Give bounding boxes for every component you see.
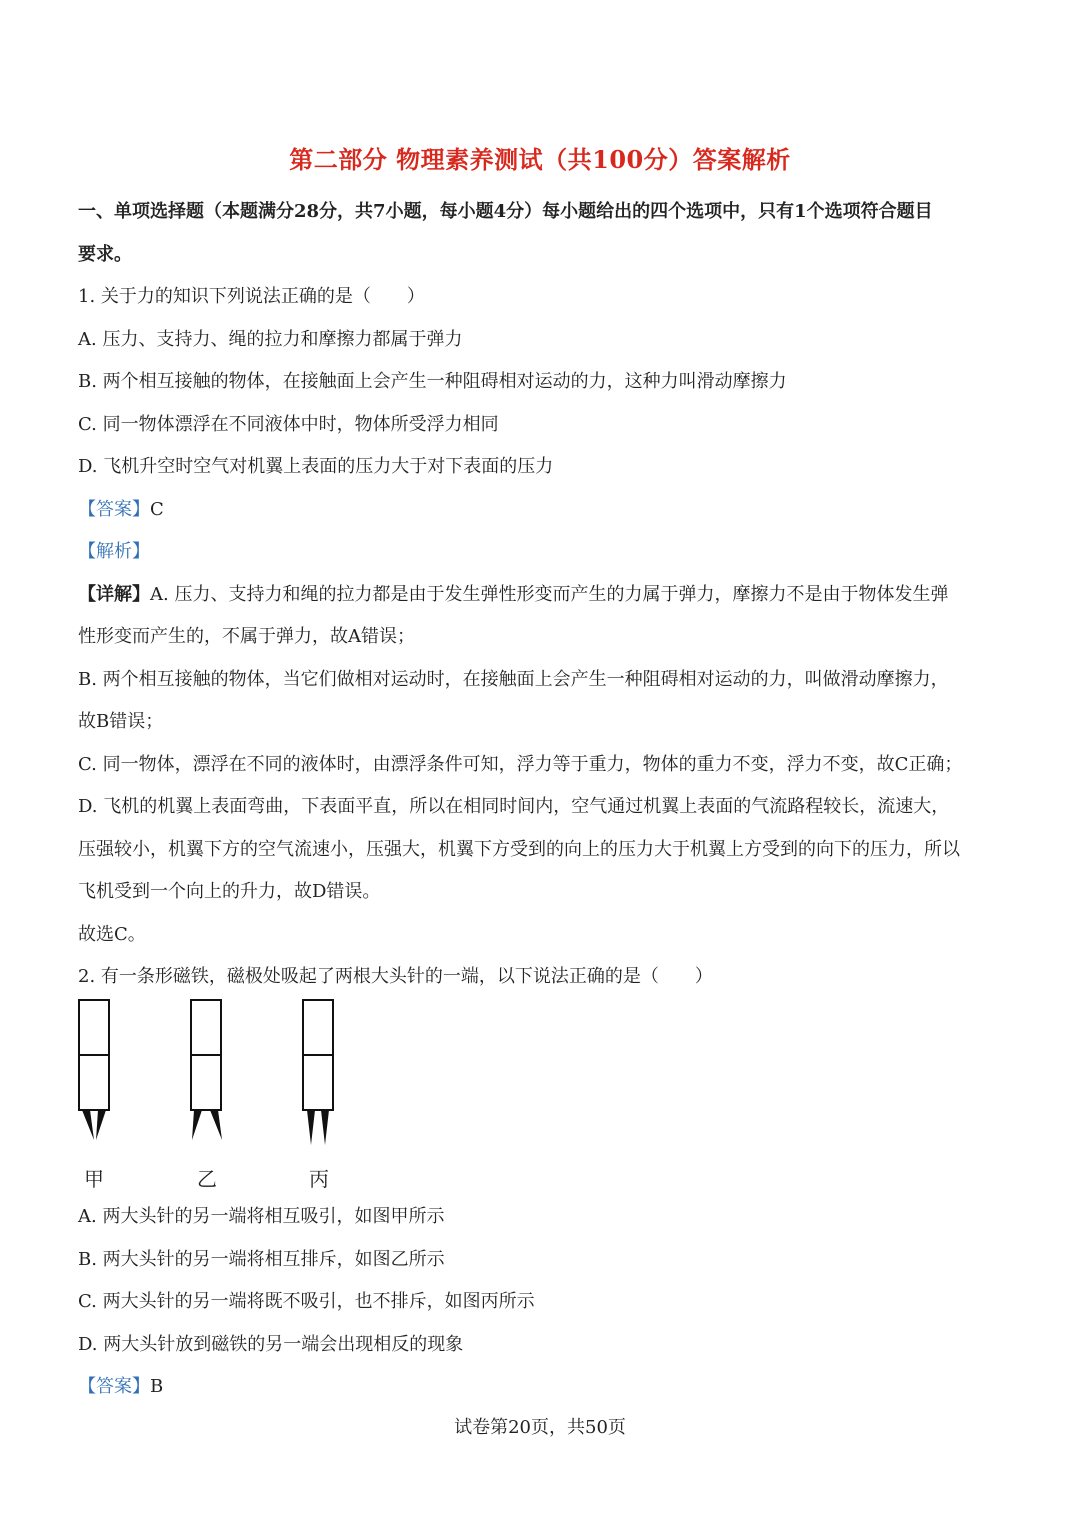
page-title: 第二部分 物理素养测试（共100分）答案解析 [289, 145, 791, 174]
q1-detail-line-4: 故B错误； [78, 711, 164, 732]
q1-option-b: B. 两个相互接触的物体，在接触面上会产生一种阻碍相对运动的力，这种力叫滑动摩擦力 [78, 371, 787, 392]
q1-detail-line-5: C. 同一物体，漂浮在不同的液体时，由漂浮条件可知，浮力等于重力，物体的重力不变，浮力不变，故C正确； [78, 754, 963, 775]
q1-detail-line-1 [78, 580, 1008, 606]
q2-option-d: D. 两大头针放到磁铁的另一端会出现相反的现象 [78, 1334, 464, 1355]
q1-analysis-tag: 【解析】 [78, 541, 150, 562]
q1-detail-line-6: D. 飞机的机翼上表面弯曲，下表面平直，所以在相同时间内，空气通过机翼上表面的气流路程较长，流速大， [78, 796, 950, 817]
q2-stem: 2. 有一条形磁铁，磁极处吸起了两根大头针的一端，以下说法正确的是（ ） [78, 966, 713, 987]
q2-answer: 【答案】B [78, 1376, 164, 1397]
magnet-bing [303, 1000, 333, 1145]
magnet-pins-figure [60, 995, 380, 1195]
q2-option-a: A. 两大头针的另一端将相互吸引，如图甲所示 [78, 1206, 445, 1227]
q1-detail-line-7: 压强较小，机翼下方的空气流速小，压强大，机翼下方受到的向上的压力大于机翼上方受到的向下的压力，所以 [78, 839, 960, 860]
figure-label-yi: 乙 [197, 1167, 217, 1191]
q1-detail-line-8: 飞机受到一个向上的升力，故D错误。 [78, 881, 381, 902]
answer-value: B [150, 1376, 164, 1397]
answer-label: 答案 [96, 1376, 132, 1397]
q1-stem: 1. 关于力的知识下列说法正确的是（ ） [78, 286, 425, 307]
q2-option-c: C. 两大头针的另一端将既不吸引，也不排斥，如图丙所示 [78, 1291, 535, 1312]
q1-option-c: C. 同一物体漂浮在不同液体中时，物体所受浮力相同 [78, 414, 499, 435]
section-heading-line2: 要求。 [78, 244, 132, 265]
q1-option-a: A. 压力、支持力、绳的拉力和摩擦力都属于弹力 [78, 329, 463, 350]
section-heading-line1: 一、单项选择题（本题满分28分，共7小题，每小题4分）每小题给出的四个选项中，只有1个选项符合题目 [78, 201, 933, 222]
q1-answer: 【答案】C [78, 499, 164, 520]
detail-label: 【详解】 [78, 584, 150, 605]
q1-option-d: D. 飞机升空时空气对机翼上表面的压力大于对下表面的压力 [78, 456, 554, 477]
magnet-jia [79, 1000, 109, 1140]
detail-text: A. 压力、支持力和绳的拉力都是由于发生弹性形变而产生的力属于弹力，摩擦力不是由于物体发生弹 [150, 584, 949, 605]
figure-label-jia: 甲 [84, 1167, 104, 1191]
figure-label-bing: 丙 [309, 1167, 329, 1191]
page-footer: 试卷第20页，共50页 [454, 1417, 626, 1438]
answer-value: C [150, 499, 164, 520]
q1-detail-line-2: 性形变而产生的，不属于弹力，故A错误； [78, 626, 415, 647]
answer-label: 答案 [96, 499, 132, 520]
q1-detail-line-3: B. 两个相互接触的物体，当它们做相对运动时，在接触面上会产生一种阻碍相对运动的力，叫做滑动摩擦力， [78, 669, 949, 690]
magnet-yi [191, 1000, 222, 1140]
q1-conclusion: 故选C。 [78, 924, 146, 945]
analysis-label: 解析 [96, 541, 132, 562]
q2-option-b: B. 两大头针的另一端将相互排斥，如图乙所示 [78, 1249, 445, 1270]
